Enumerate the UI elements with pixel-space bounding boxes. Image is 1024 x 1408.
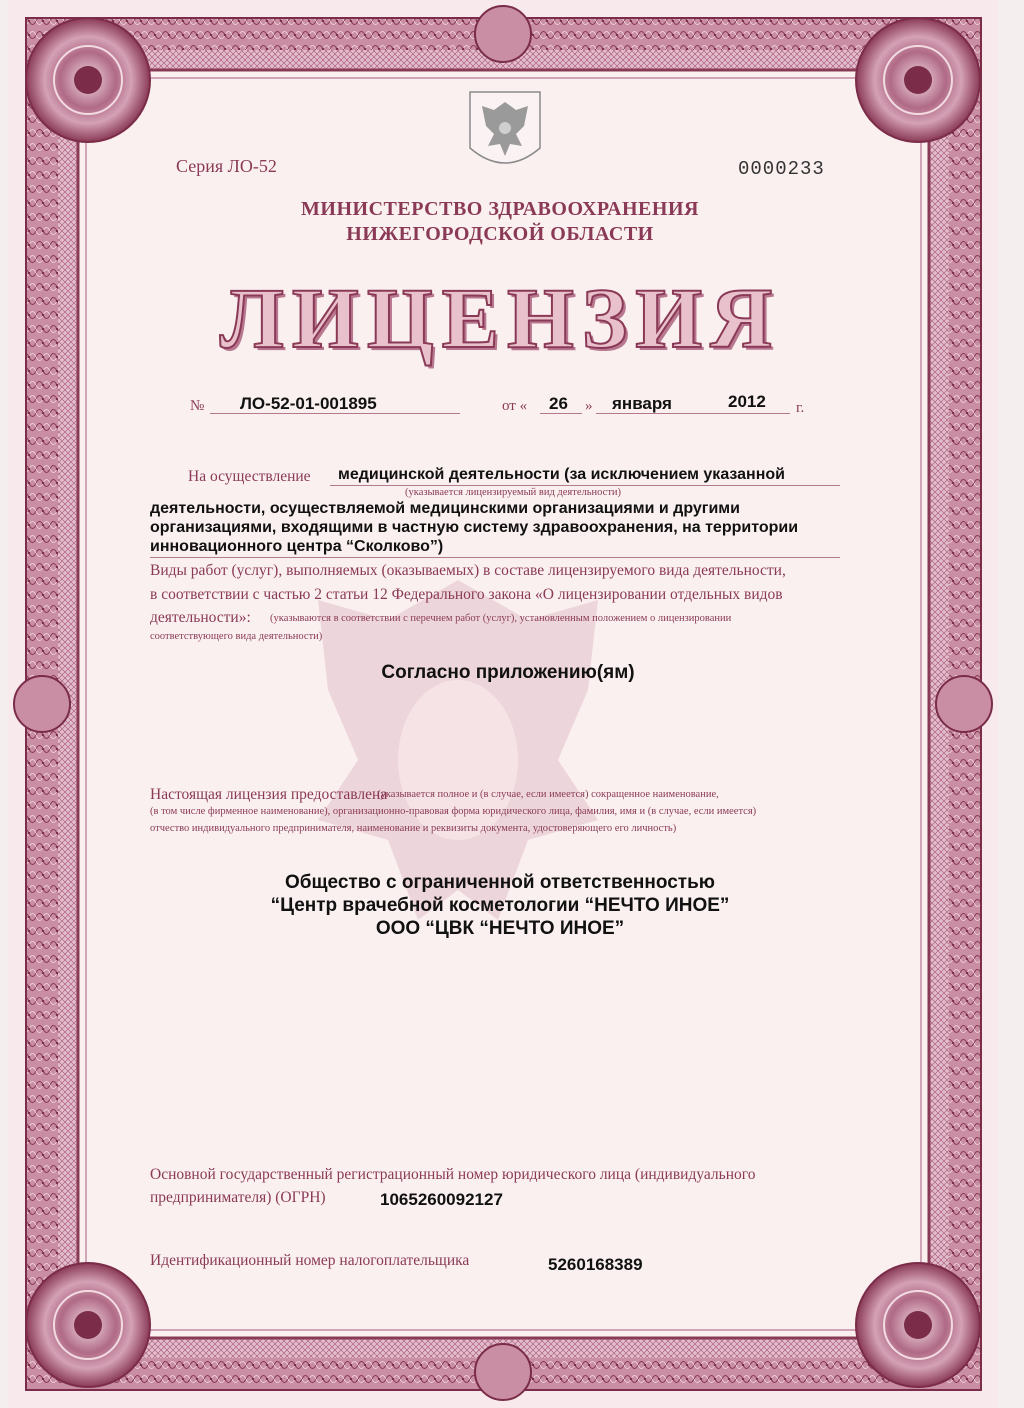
works-line-2: в соответствии с частью 2 статьи 12 Федерального закона «О лицензировании отдельных видов	[150, 586, 783, 603]
activity-underline-1	[330, 485, 840, 486]
activity-label: На осуществление	[188, 468, 311, 485]
granted-hint-3: отчество индивидуального предпринимателя, наименование и реквизиты документа, удостоверяющего его личность)	[150, 823, 677, 834]
number-underline	[210, 413, 460, 414]
works-line-1: Виды работ (услуг), выполняемых (оказываемых) в составе лицензируемого вида деятельности,	[150, 562, 786, 579]
works-value: Согласно приложению(ям)	[381, 662, 635, 683]
activity-line-4: инновационного центра “Сколково”)	[150, 538, 444, 555]
activity-hint: (указывается лицензируемый вид деятельности)	[405, 487, 622, 498]
document-title: ЛИЦЕНЗИЯ	[219, 270, 781, 366]
year-suffix: г.	[796, 400, 805, 416]
ogrn-line-2: предпринимателя) (ОГРН)	[150, 1189, 326, 1206]
granted-label: Настоящая лицензия предоставлена	[150, 786, 388, 803]
activity-line-2: деятельности, осуществляемой медицинскими организациями и другими	[150, 500, 740, 517]
works-hint-1: (указываются в соответствии с перечнем работ (услуг), установленным положением о лицензировании	[270, 613, 732, 624]
license-month: января	[612, 394, 672, 413]
org-line-2: “Центр врачебной косметологии “НЕЧТО ИНОЕ”	[270, 895, 730, 916]
coat-of-arms-icon	[466, 88, 544, 174]
ministry-line-2: НИЖЕГОРОДСКОЙ ОБЛАСТИ	[346, 223, 654, 245]
serial-number: 0000233	[738, 158, 825, 180]
activity-line-1: медицинской деятельности (за исключением указанной	[338, 466, 785, 483]
works-line-3: деятельности»:	[150, 609, 251, 626]
org-line-3: ООО “ЦВК “НЕЧТО ИНОЕ”	[375, 918, 625, 939]
ogrn-value: 1065260092127	[380, 1190, 503, 1209]
inn-value: 5260168389	[548, 1255, 643, 1274]
org-line-1: Общество с ограниченной ответственностью	[284, 872, 716, 893]
license-year: 2012	[728, 392, 766, 411]
number-sign: №	[190, 398, 205, 414]
license-number: ЛО-52-01-001895	[240, 394, 377, 413]
month-year-underline	[596, 413, 790, 414]
ministry-line-1: МИНИСТЕРСТВО ЗДРАВООХРАНЕНИЯ	[301, 198, 699, 220]
inn-label: Идентификационный номер налогоплательщика	[150, 1252, 470, 1269]
activity-line-3: организациями, входящими в частную систему здравоохранения, на территории	[150, 519, 799, 536]
series-label: Серия ЛО-52	[176, 156, 277, 176]
granted-hint-1: (указывается полное и (в случае, если имеется) сокращенное наименование,	[377, 789, 719, 800]
date-from-label: от «	[502, 398, 528, 414]
day-underline	[540, 413, 582, 414]
granted-hint-2: (в том числе фирменное наименование), организационно-правовая форма юридического лица, фамилия, имя и (в случае, если имеется)	[150, 806, 757, 817]
ogrn-line-1: Основной государственный регистрационный номер юридического лица (индивидуального	[150, 1166, 756, 1183]
works-hint-2: соответствующего вида деятельности)	[150, 631, 323, 642]
activity-underline-4	[150, 557, 840, 558]
license-day: 26	[549, 394, 568, 413]
close-quote: »	[585, 398, 593, 414]
